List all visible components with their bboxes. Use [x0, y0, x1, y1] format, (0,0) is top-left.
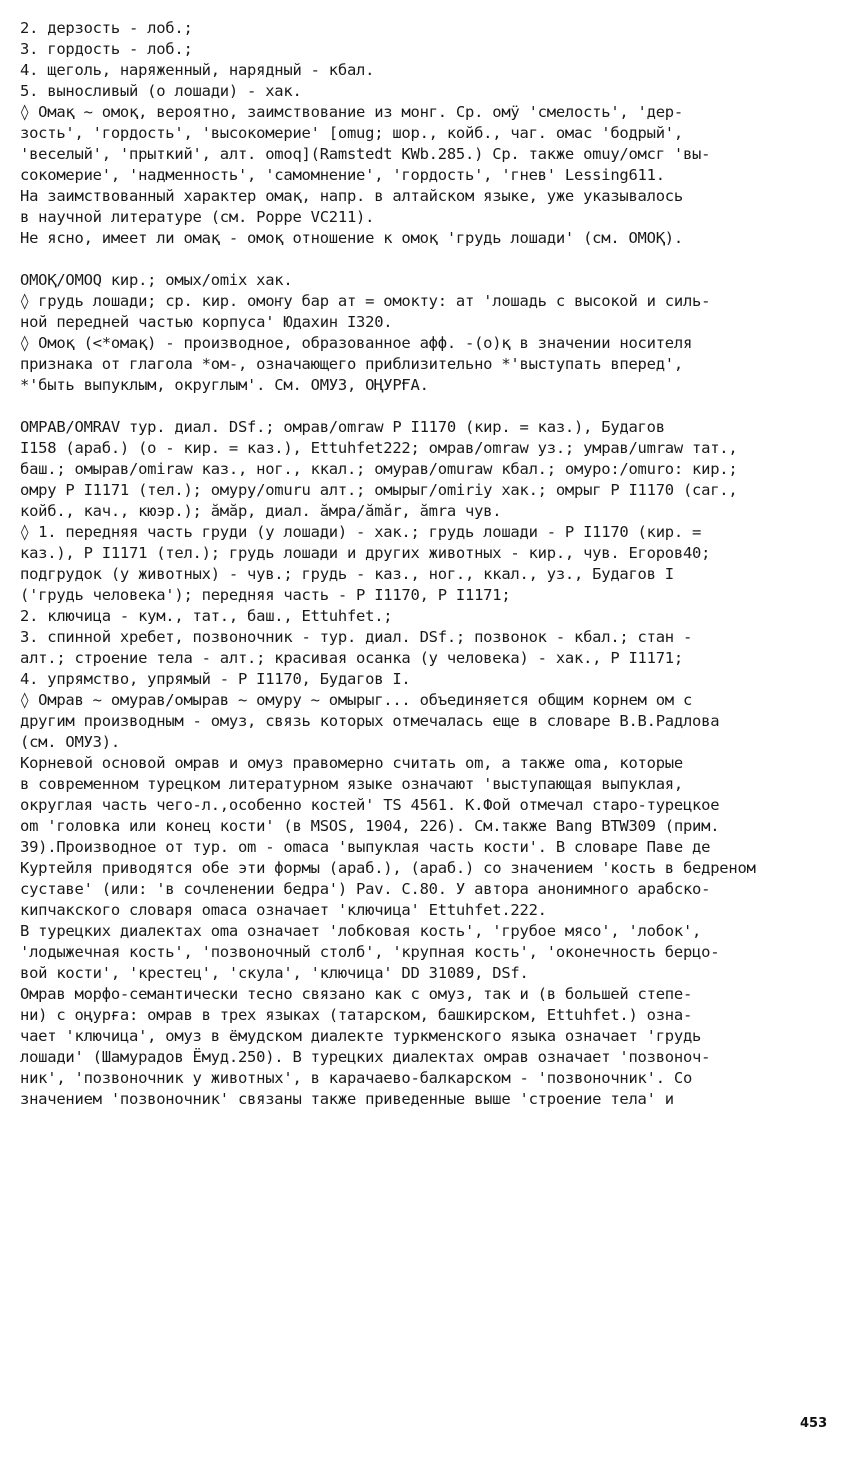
text-line: ◊ Омоқ (<*омақ) - производное, образованное афф. -(о)қ в значении носителя [20, 334, 693, 352]
text-line: в современном турецком литературном языке означают 'выступающая выпуклая, [20, 775, 683, 793]
text-line: 2. ключица - кум., тат., баш., Ettuhfet.; [20, 607, 393, 625]
text-line: I158 (араб.) (о - кир. = каз.), Ettuhfet222; омрав/omraw уз.; умрав/umraw тат., [20, 439, 738, 457]
text-line: Корневой основой омрав и омуз правомерно считать om, а также oma, которые [20, 754, 683, 772]
text-line: ной передней частью корпуса' Юдахин I320. [20, 313, 393, 331]
text-line: койб., кач., кюэр.); ӑмӑр, диал. ӑмра/ămăr, ămra чув. [20, 502, 502, 520]
page-number: 453 [800, 1416, 828, 1431]
text-line: ни) с оңурға: омрав в трех языках (татарском, башкирском, Ettuhfet.) озна- [20, 1006, 693, 1024]
text-line: чает 'ключица', омуз в ёмудском диалекте туркменского языка означает 'грудь [20, 1027, 702, 1045]
text-line: суставе' (или: 'в сочленении бедра') Pav. C.80. У автора анонимного арабско- [20, 880, 711, 898]
text-line: баш.; омырав/omiraw каз., ног., ккал.; омурав/omuraw кбал.; омуро:/omuro: кир.; [20, 460, 738, 478]
text-line: подгрудок (у животных) - чув.; грудь - каз., ног., ккал., уз., Будагов I [20, 565, 674, 583]
text-line: ◊ Омрав ~ омурав/омырав ~ омуру ~ омырыг... объединяется общим корнем ом с [20, 691, 693, 709]
text-line: сокомерие', 'надменность', 'самомнение', 'гордость', 'гнев' Lessing611. [20, 166, 665, 184]
text-line: лошади' (Шамурадов Ёмуд.250). В турецких диалектах омрав означает 'позвоноч- [20, 1048, 711, 1066]
text-line: округлая часть чего-л.,особенно костей' TS 4561. К.Фой отмечал старо-турецкое [20, 796, 720, 814]
text-line: 3. гордость - лоб.; [20, 40, 193, 58]
text-line: ник', 'позвоночник у животных', в карачаево-балкарском - 'позвоночник'. Со [20, 1069, 693, 1087]
text-line: ◊ грудь лошади; ср. кир. омоҥу бар ат = омокту: ат 'лошадь с высокой и силь- [20, 292, 711, 310]
text-line: В турецких диалектах oma означает 'лобковая кость', 'грубое мясо', 'лобок', [20, 922, 702, 940]
text-line: кипчакского словаря omaca означает 'ключица' Ettuhfet.222. [20, 901, 547, 919]
text-line: om 'головка или конец кости' (в MSOS, 1904, 226). См.также Bang BTW309 (прим. [20, 817, 720, 835]
text-line: Куртейля приводятся обе эти формы (араб.), (араб.) со значением 'кость в бедреном [20, 859, 756, 877]
text-line: 4. щеголь, наряженный, нарядный - кбал. [20, 61, 375, 79]
entry-gap [20, 396, 840, 417]
text-line: Омрав морфо-семантически тесно связано как с омуз, так и (в большей степе- [20, 985, 693, 1003]
text-line: ОМОҚ/ОМОQ кир.; омых/omix хак. [20, 271, 293, 289]
text-line: 4. упрямство, упрямый - P I1170, Будагов I. [20, 670, 411, 688]
text-line: омру P I1171 (тел.); омуру/omuru алт.; омырыг/omiriy хак.; омрыг P I1170 (саг., [20, 481, 738, 499]
entry-gap [20, 249, 840, 270]
text-line: признака от глагола *ом-, означающего приблизительно *'выступать вперед', [20, 355, 683, 373]
text-line: ('грудь человека'); передняя часть - P I1170, P I1171; [20, 586, 511, 604]
text-line: Не ясно, имеет ли омақ - омоқ отношение к омоқ 'грудь лошади' (см. ОМОҚ). [20, 229, 683, 247]
text-line: другим производным - омуз, связь которых отмечалась еще в словаре В.В.Радлова [20, 712, 720, 730]
text-line: значением 'позвоночник' связаны также приведенные выше 'строение тела' и [20, 1090, 674, 1108]
entry-omaq-tail [20, 18, 840, 249]
text-line: 3. спинной хребет, позвоночник - тур. диал. DSf.; позвонок - кбал.; стан - [20, 628, 693, 646]
text-line: *'быть выпуклым, округлым'. См. ОМУЗ, ОҢУРҒА. [20, 376, 429, 394]
text-line: алт.; строение тела - алт.; красивая осанка (у человека) - хак., P I1171; [20, 649, 683, 667]
text-line: ◊ 1. передняя часть груди (у лошади) - хак.; грудь лошади - P I1170 (кир. = [20, 523, 702, 541]
text-line: зость', 'гордость', 'высокомерие' [omug; шор., койб., чаг. омас 'бодрый', [20, 124, 683, 142]
text-line: вой кости', 'крестец', 'скула', 'ключица' DD 31089, DSf. [20, 964, 529, 982]
text-line: в научной литературе (см. Poppe VC211). [20, 208, 375, 226]
text-line: 39).Производное от тур. om - omaca 'выпуклая часть кости'. В словаре Паве де [20, 838, 711, 856]
text-line: 'лодыжечная кость', 'позвоночный столб', 'крупная кость', 'оконечность берцо- [20, 943, 720, 961]
text-line: (см. ОМУЗ). [20, 733, 120, 751]
text-line: 2. дерзость - лоб.; [20, 19, 193, 37]
text-line: На заимствованный характер омақ, напр. в алтайском языке, уже указывалось [20, 187, 683, 205]
entry-omrav [20, 417, 840, 1110]
text-line: каз.), P I1171 (тел.); грудь лошади и других животных - кир., чув. Егоров40; [20, 544, 711, 562]
text-line: ◊ Омақ ~ омоқ, вероятно, заимствование из монг. Ср. омӱ 'смелость', 'дер- [20, 103, 683, 121]
text-line: 5. выносливый (о лошади) - хак. [20, 82, 302, 100]
text-line: ОМРАВ/OMRAV тур. диал. DSf.; омрав/omraw P I1170 (кир. = каз.), Будагов [20, 418, 665, 436]
text-line: 'веселый', 'прыткий', алт. omoq](Ramstedt KWb.285.) Ср. также omuy/омсг 'вы- [20, 145, 711, 163]
entry-omoq [20, 270, 840, 396]
